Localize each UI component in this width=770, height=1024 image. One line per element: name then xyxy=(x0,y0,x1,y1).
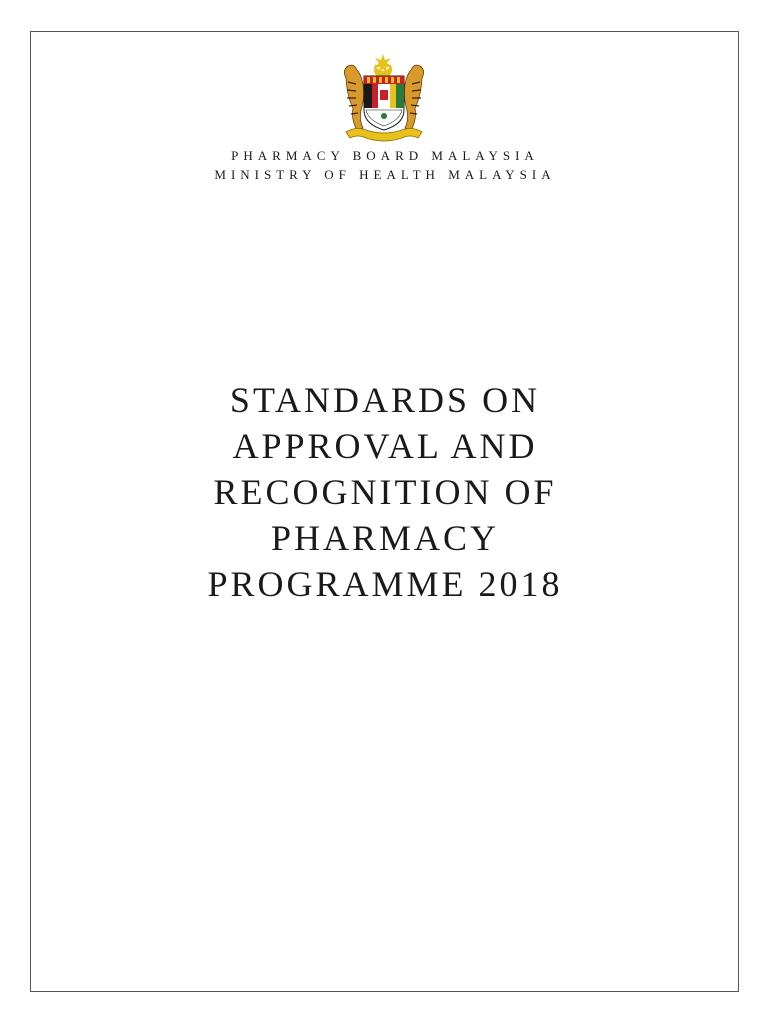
ministry-name: MINISTRY OF HEALTH MALAYSIA xyxy=(214,167,556,182)
title-line: APPROVAL AND xyxy=(232,426,538,466)
title-line: PHARMACY xyxy=(270,518,500,558)
title-line: RECOGNITION OF xyxy=(213,472,557,512)
title-line: STANDARDS ON xyxy=(229,380,541,420)
document-title xyxy=(0,377,770,607)
title-line: PROGRAMME 2018 xyxy=(207,564,563,604)
organization-name: PHARMACY BOARD MALAYSIA xyxy=(231,148,539,163)
coat-of-arms-icon xyxy=(332,52,436,144)
